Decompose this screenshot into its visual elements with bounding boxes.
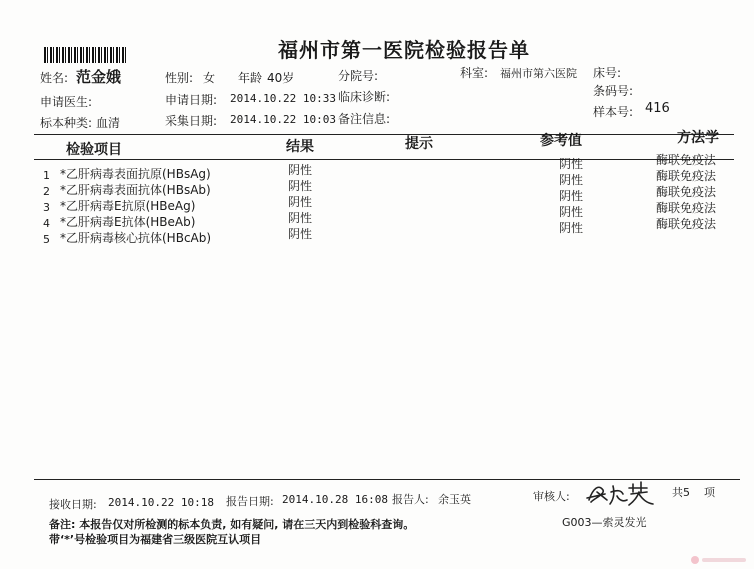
col-reference-header: 参考值: [540, 133, 582, 149]
report-date-label: 报告日期:: [226, 495, 274, 508]
patient-name: 范金娥: [76, 68, 122, 86]
table-row-method: 酶联免疫法: [656, 185, 717, 199]
age-label: 年龄: [238, 71, 263, 85]
row-number: 2: [43, 185, 50, 198]
apply-date-value: 2014.10.22 10:33: [230, 92, 336, 105]
dept-value: 福州市第六医院: [500, 67, 577, 80]
report-note: 备注: 本报告仅对所检测的标本负责, 如有疑问, 请在三天内到检验科查询。: [49, 518, 415, 531]
apply-date-label: 申请日期:: [165, 93, 218, 107]
reviewer-code: G003—索灵发光: [562, 516, 647, 529]
report-date-value: 2014.10.28 16:08: [282, 493, 388, 506]
table-row-reference: 阴性: [559, 173, 584, 187]
col-hint-header: 提示: [405, 136, 433, 152]
table-row-result: 阴性: [288, 211, 313, 225]
table-row-item: *乙肝病毒核心抗体(HBcAb): [60, 231, 212, 245]
table-row-item: *乙肝病毒E抗原(HBeAg): [60, 199, 196, 213]
age-value: 40岁: [267, 71, 295, 85]
collect-date-value: 2014.10.22 10:03: [230, 113, 336, 126]
total-count-prefix: 共5: [672, 486, 690, 499]
diagnosis-label: 临床诊断:: [338, 90, 391, 104]
report-title: 福州市第一医院检验报告单: [278, 38, 530, 62]
sample-no-label: 样本号:: [593, 105, 634, 119]
barcode-label: 条码号:: [593, 84, 634, 98]
table-row-reference: 阴性: [559, 157, 584, 171]
table-row-result: 阴性: [288, 195, 313, 209]
receive-value: 2014.10.22 10:18: [108, 496, 214, 509]
table-row-item: *乙肝病毒E抗体(HBeAb): [60, 215, 196, 229]
row-number: 1: [43, 169, 50, 182]
table-top-rule: [34, 134, 734, 135]
sex-label: 性别:: [165, 71, 194, 85]
table-header-rule: [34, 159, 734, 160]
row-number: 4: [43, 217, 50, 230]
col-method-header: 方法学: [677, 130, 719, 146]
sample-no-value: 416: [645, 101, 670, 116]
specimen-type-value: 血清: [96, 116, 121, 130]
table-row-item: *乙肝病毒表面抗原(HBsAg): [60, 167, 211, 181]
reviewer-label: 审核人:: [533, 490, 570, 503]
collect-date-label: 采集日期:: [165, 114, 218, 128]
barcode-graphic: [44, 47, 128, 63]
name-label: 姓名:: [40, 71, 69, 85]
table-row-result: 阴性: [288, 227, 313, 241]
table-row-method: 酶联免疫法: [656, 153, 717, 167]
specimen-type-label: 标本种类:: [40, 116, 93, 130]
table-row-reference: 阴性: [559, 205, 584, 219]
reporter-value: 余玉英: [438, 493, 471, 506]
table-row-reference: 阴性: [559, 221, 584, 235]
table-row-result: 阴性: [288, 179, 313, 193]
mutual-recognition-note: 带‘*’号检验项目为福建省三级医院互认项目: [49, 533, 262, 546]
sex-value: 女: [203, 71, 216, 85]
doctor-label: 申请医生:: [40, 95, 93, 109]
table-row-method: 酶联免疫法: [656, 217, 717, 231]
watermark-logo: [690, 554, 748, 566]
row-number: 5: [43, 233, 50, 246]
table-row-reference: 阴性: [559, 189, 584, 203]
dept-label: 科室:: [460, 66, 489, 80]
reporter-label: 报告人:: [392, 493, 429, 506]
table-row-method: 酶联免疫法: [656, 201, 717, 215]
table-row-item: *乙肝病毒表面抗体(HBsAb): [60, 183, 211, 197]
bed-label: 床号:: [593, 66, 622, 80]
remarks-label: 备注信息:: [338, 112, 391, 126]
receive-label: 接收日期:: [49, 498, 97, 511]
table-row-method: 酶联免疫法: [656, 169, 717, 183]
col-result-header: 结果: [286, 139, 314, 155]
table-row-result: 阴性: [288, 163, 313, 177]
col-item-header: 检验项目: [66, 142, 122, 158]
total-count-suffix: 项: [704, 486, 715, 499]
branch-label: 分院号:: [338, 69, 379, 83]
row-number: 3: [43, 201, 50, 214]
reviewer-signature-image: [583, 478, 657, 508]
